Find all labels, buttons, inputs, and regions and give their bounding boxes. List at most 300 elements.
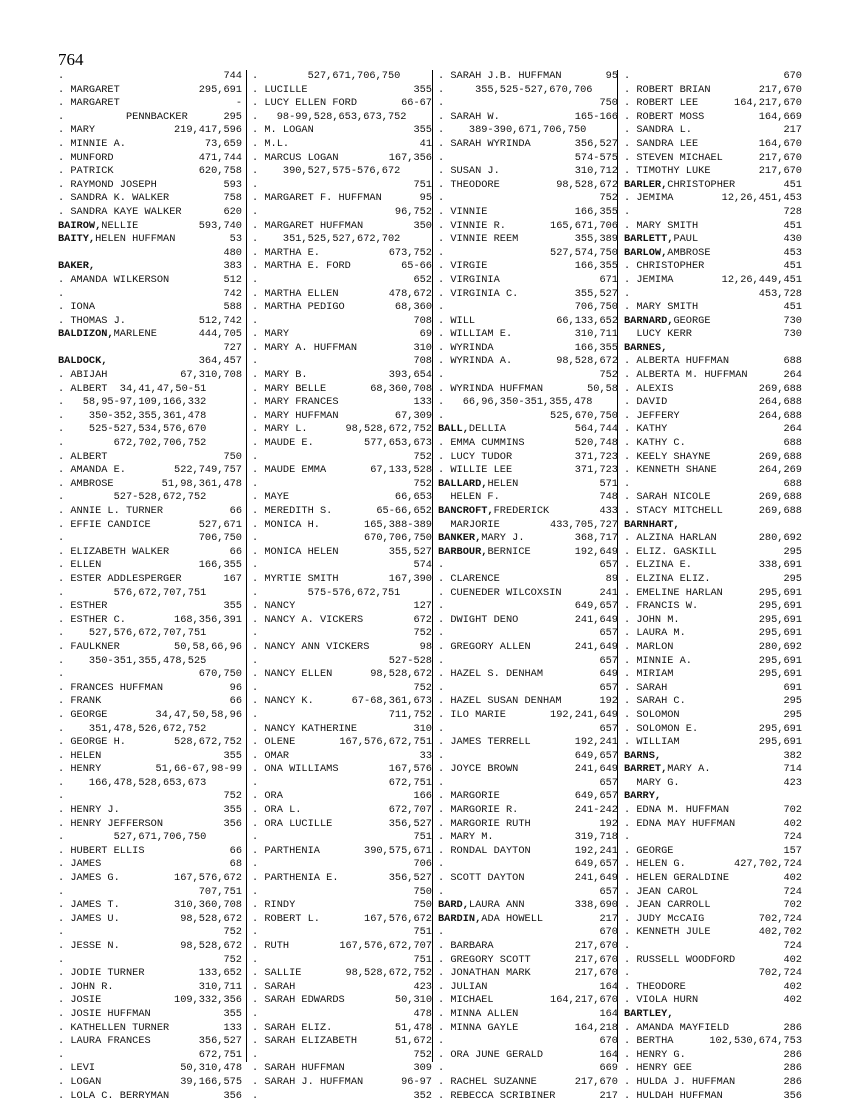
page-references: 758	[223, 192, 242, 205]
page-references: 708	[413, 314, 432, 327]
page-references: 751	[413, 178, 432, 191]
index-entry	[624, 994, 802, 1008]
page-references: 98	[419, 640, 432, 653]
index-entry-name	[252, 763, 339, 777]
index-entry	[58, 1076, 242, 1090]
index-entry-name	[624, 342, 667, 356]
index-entry-name	[58, 804, 120, 818]
given-name: . HAZEL S. DENHAM	[438, 668, 544, 681]
index-entry-name	[252, 138, 289, 152]
given-name: . MAYE	[252, 491, 290, 504]
index-entry-name	[624, 70, 630, 84]
page-references: 691	[783, 681, 802, 694]
given-name: .	[624, 831, 631, 844]
index-entry-name	[438, 1049, 543, 1063]
given-name: .	[252, 178, 259, 191]
given-name: . MARTHA PEDIGO	[252, 301, 345, 314]
index-entry	[58, 804, 242, 818]
given-name: . TIMOTHY LUKE	[624, 165, 711, 178]
index-entry	[58, 260, 242, 274]
index-entry-name	[58, 410, 206, 424]
page-references: 98,528,672,752	[345, 967, 432, 980]
surname-heading: BARLER,	[624, 178, 668, 191]
index-entry	[624, 274, 802, 288]
page-references: 98,528,672	[556, 178, 618, 191]
index-entry	[438, 111, 618, 125]
index-entry-name	[252, 1035, 357, 1049]
index-entry-name	[438, 410, 444, 424]
index-entry	[438, 451, 618, 465]
index-entry-name	[58, 355, 107, 369]
page-references: 241,649	[574, 872, 618, 885]
given-name: . CUENEDER WILCOXSIN	[438, 586, 562, 599]
page-references: 166,355	[574, 205, 618, 218]
given-name: .	[438, 600, 445, 613]
page-references: 752	[413, 681, 432, 694]
given-name: GEORGE	[673, 314, 711, 327]
page-references: 402	[783, 994, 802, 1007]
given-name: AMBROSE	[667, 246, 711, 259]
index-entry-name	[252, 423, 308, 437]
given-name: .	[252, 654, 259, 667]
index-entry-name	[624, 668, 673, 682]
index-entry-name	[58, 328, 157, 342]
index-entry-name	[252, 233, 400, 247]
given-name: .	[252, 355, 259, 368]
page-references: 453,728	[758, 287, 802, 300]
page-references: 706,750	[198, 532, 242, 545]
given-name: .	[438, 369, 445, 382]
given-name: . PARTHENIA	[252, 844, 320, 857]
index-entry-name	[252, 1049, 258, 1063]
index-entry	[58, 274, 242, 288]
given-name: . RUSSELL WOODFORD	[624, 953, 736, 966]
index-entry-name	[438, 886, 444, 900]
index-entry-name	[624, 872, 729, 886]
index-entry-name	[252, 614, 363, 628]
page-references: 66,133,652	[556, 314, 618, 327]
page-references: 280,692	[758, 532, 802, 545]
index-entry-name	[438, 288, 518, 302]
surname-heading: BARNHART,	[624, 518, 680, 531]
index-entry	[624, 573, 802, 587]
page-references: 423	[413, 980, 432, 993]
page-references: 657	[599, 722, 618, 735]
index-entry-name	[58, 532, 64, 546]
index-entry	[58, 355, 242, 369]
index-entry-name	[252, 994, 345, 1008]
given-name: . MARGARET F. HUFFMAN	[252, 192, 382, 205]
index-entry-name	[252, 519, 320, 533]
index-entry-name	[438, 1008, 518, 1022]
index-entry	[438, 899, 618, 913]
index-entry	[438, 355, 618, 369]
index-entry-name	[438, 315, 475, 329]
page-references: 742	[223, 287, 242, 300]
index-entry	[624, 70, 802, 84]
surname-heading: BALDIZON,	[58, 328, 114, 341]
index-entry	[438, 423, 618, 437]
given-name: . SOLOMON	[624, 708, 680, 721]
given-name: . MARY HUFFMAN	[252, 409, 339, 422]
page-references: 219,417,596	[174, 124, 242, 137]
index-entry-name	[58, 763, 101, 777]
index-entry-name	[252, 723, 357, 737]
given-name: . ONA WILLIAMS	[252, 763, 339, 776]
index-entry-name	[58, 559, 101, 573]
page-references: 707,751	[198, 885, 242, 898]
page-references: 451	[783, 178, 802, 191]
index-entry-name	[58, 478, 114, 492]
index-entry	[624, 967, 802, 981]
index-entry	[252, 926, 432, 940]
given-name: . AMANDA MAYFIELD	[624, 1021, 730, 1034]
index-entry	[58, 858, 242, 872]
page-references: 51,672	[394, 1035, 432, 1048]
page-references: 98,528,672	[180, 940, 242, 952]
index-entry	[624, 396, 802, 410]
index-entry-name	[58, 70, 64, 84]
given-name: .	[58, 926, 65, 939]
given-name: . PENNBACKER	[58, 110, 188, 123]
given-name: .	[438, 301, 445, 314]
surname-heading: BARDIN,	[438, 912, 482, 925]
page-references: 356,527	[388, 817, 432, 830]
given-name: . NANCY ANN VICKERS	[252, 640, 370, 653]
given-name: . JOHN M.	[624, 613, 680, 626]
page-references: 167,576,672,707	[339, 940, 432, 952]
given-name: . SANDRA K. WALKER	[58, 192, 170, 205]
given-name: . ALBERT	[58, 450, 108, 463]
page-references: 593	[223, 178, 242, 191]
index-entry-name	[624, 804, 729, 818]
index-entry	[252, 790, 432, 804]
index-entry	[58, 655, 242, 669]
index-entry-name	[624, 682, 667, 696]
given-name: . THEODORE	[624, 980, 686, 993]
page-references: 355	[223, 1007, 242, 1020]
index-entry	[438, 532, 618, 546]
page-references: 133	[413, 396, 432, 409]
index-entry-name	[58, 709, 107, 723]
given-name: . FRANK	[58, 695, 102, 708]
index-entry	[58, 736, 242, 750]
index-entry-name	[252, 111, 406, 125]
page-references: 167,390	[388, 572, 432, 585]
page-references: 50,58	[587, 382, 618, 395]
index-entry	[252, 573, 432, 587]
given-name: . FAULKNER	[58, 640, 120, 653]
page-references: 269,688	[758, 491, 802, 504]
index-entry-name	[438, 478, 518, 492]
page-references: 356	[223, 1089, 242, 1102]
given-name: . KEELY SHAYNE	[624, 450, 711, 463]
surname-heading: BANKER,	[438, 532, 482, 545]
index-entry	[438, 845, 618, 859]
given-name: . SUSAN J.	[438, 165, 500, 178]
given-name: . 66,96,350-351,355,478	[438, 396, 593, 409]
index-entry	[58, 124, 242, 138]
index-entry-name	[252, 124, 314, 138]
given-name: . WYRINDA	[438, 341, 494, 354]
index-entry-name	[252, 478, 258, 492]
page-references: 96-97	[401, 1075, 432, 1088]
given-name: . MARY A. HUFFMAN	[252, 341, 358, 354]
given-name: . JAMES	[58, 858, 102, 871]
page-references: 65-66,652	[376, 505, 432, 517]
given-name: . WILLIAM E.	[438, 328, 513, 341]
page-references: 51,98,361,478	[161, 477, 242, 490]
index-entry	[438, 994, 618, 1008]
given-name: . 389-390,671,706,750	[438, 124, 587, 137]
page-references: 50,310,478	[180, 1062, 242, 1075]
index-entry-name	[252, 559, 258, 573]
given-name: . NANCY	[252, 600, 296, 613]
index-entry-name	[624, 723, 698, 737]
page-references: 574	[413, 559, 432, 572]
page-references: 702,724	[758, 967, 802, 980]
page-references: 309	[413, 1062, 432, 1075]
index-entry-name	[624, 777, 680, 791]
given-name: . SARAH C.	[624, 695, 686, 708]
index-entry-name	[252, 179, 258, 193]
page-references: 165,671,706	[550, 219, 618, 232]
index-entry	[58, 899, 242, 913]
index-entry	[58, 206, 242, 220]
given-name: . REBECCA SCRIBINER	[438, 1089, 556, 1102]
index-entry	[438, 750, 618, 764]
index-entry	[438, 886, 618, 900]
index-entry-name	[624, 315, 711, 329]
page-references: 752	[413, 1048, 432, 1061]
given-name: . BERTHA	[624, 1035, 674, 1048]
index-entry-name	[58, 274, 169, 288]
given-name: . SARAH ELIZ.	[252, 1021, 333, 1034]
given-name: . LOGAN	[58, 1075, 102, 1088]
page-references: 241-242	[574, 804, 618, 817]
index-entry	[252, 152, 432, 166]
page-references: 241,649	[574, 763, 618, 776]
given-name: .	[252, 205, 259, 218]
page-references: 356,527	[198, 1035, 242, 1048]
page-references: 166,355	[574, 260, 618, 273]
given-name: .	[58, 287, 65, 300]
page-references: 295	[783, 572, 802, 585]
index-entry	[624, 940, 802, 954]
index-entry	[438, 926, 618, 940]
page-references: 478	[413, 1007, 432, 1020]
page-references: 730	[783, 328, 802, 341]
index-entry-name	[624, 940, 630, 954]
given-name: .	[252, 885, 259, 898]
index-entry-name	[438, 423, 506, 437]
index-entry	[624, 709, 802, 723]
page-references: 402	[783, 817, 802, 830]
index-entry	[438, 70, 618, 84]
index-entry	[438, 1008, 618, 1022]
given-name: . ESTHER C.	[58, 613, 126, 626]
page-references: 217,670	[574, 1075, 618, 1088]
page-references: 310,712	[574, 165, 618, 178]
index-entry-name	[58, 192, 169, 206]
index-entry-name	[58, 206, 182, 220]
index-entry	[58, 587, 242, 601]
index-entry	[624, 1022, 802, 1036]
page-references: 295,691	[758, 627, 802, 640]
given-name: . M. LOGAN	[252, 124, 314, 137]
index-entry	[438, 559, 618, 573]
index-entry-name	[252, 709, 258, 723]
index-entry	[58, 519, 242, 533]
index-entry-name	[58, 233, 175, 247]
index-entry	[624, 464, 802, 478]
index-entry	[438, 491, 618, 505]
index-entry	[624, 750, 802, 764]
index-entry	[252, 709, 432, 723]
index-entry-name	[624, 369, 748, 383]
page-references: 688	[783, 355, 802, 368]
index-entry-name	[624, 519, 680, 533]
given-name: . HENRY	[58, 763, 102, 776]
given-name: .	[252, 708, 259, 721]
index-entry-name	[438, 804, 518, 818]
given-name: .	[252, 627, 259, 640]
index-entry-name	[438, 655, 444, 669]
index-entry	[252, 491, 432, 505]
page-references: 98,528,672	[556, 355, 618, 368]
page-references: 295,691	[758, 600, 802, 613]
index-entry-name	[438, 614, 518, 628]
index-entry	[624, 491, 802, 505]
index-entry-name	[58, 1035, 151, 1049]
index-entry	[252, 464, 432, 478]
index-entry	[252, 192, 432, 206]
index-entry	[58, 70, 242, 84]
page-references: 192,241	[574, 736, 618, 749]
page-references: 364,457	[198, 355, 242, 368]
index-entry-name	[438, 967, 531, 981]
index-entry	[438, 790, 618, 804]
page-references: 295,691	[758, 613, 802, 626]
index-entry	[252, 736, 432, 750]
index-entry	[438, 1035, 618, 1049]
page-references: 649,657	[574, 790, 618, 803]
page-references: 264,688	[758, 396, 802, 409]
given-name: . 527,671,706,750	[58, 831, 207, 844]
index-entry	[438, 369, 618, 383]
index-entry	[252, 260, 432, 274]
page-references: 430	[783, 233, 802, 246]
index-entry	[624, 220, 802, 234]
given-name: . NANCY A. VICKERS	[252, 613, 364, 626]
given-name: . JEAN CAROL	[624, 885, 699, 898]
given-name: . JOSIE HUFFMAN	[58, 1007, 151, 1020]
page-references: 66	[229, 844, 242, 857]
page-references: 670,706,750	[364, 532, 432, 545]
index-entry	[438, 872, 618, 886]
page-references: 286	[783, 1062, 802, 1075]
index-entry-name	[252, 831, 258, 845]
page-references: 657	[599, 885, 618, 898]
index-entry	[252, 519, 432, 533]
page-references: 453	[783, 246, 802, 259]
page-references: 657	[599, 654, 618, 667]
index-entry	[624, 790, 802, 804]
given-name: . RAYMOND JOSEPH	[58, 178, 157, 191]
page-references: 96,752	[394, 205, 432, 218]
index-entry-name	[58, 587, 206, 601]
given-name: . 58,95-97,109,166,332	[58, 396, 207, 409]
page-references: 620	[223, 205, 242, 218]
page-references: 371,723	[574, 464, 618, 477]
given-name: . M.L.	[252, 137, 290, 150]
page-references: 12,26,449,451	[721, 273, 802, 286]
index-entry	[624, 260, 802, 274]
page-references: 295	[223, 110, 242, 123]
index-entry	[58, 994, 242, 1008]
page-references: 310,711	[198, 980, 242, 993]
page-references: 310	[413, 722, 432, 735]
index-entry-name	[58, 220, 138, 234]
given-name: .	[438, 1035, 445, 1048]
given-name: . JODIE TURNER	[58, 967, 145, 980]
page-references: 167,356	[388, 151, 432, 164]
page-references: 338,691	[758, 559, 802, 572]
given-name: . MARGORIE R.	[438, 804, 519, 817]
index-entry	[624, 1008, 802, 1022]
index-entry-name	[624, 152, 723, 166]
page-references: 752	[413, 450, 432, 463]
index-entry-name	[252, 152, 339, 166]
index-entry-name	[438, 872, 525, 886]
page-references: 33	[419, 749, 432, 762]
index-entry	[58, 138, 242, 152]
index-entry	[58, 451, 242, 465]
page-references: 525,670,750	[550, 409, 618, 422]
index-entry	[252, 505, 432, 519]
index-entry-name	[438, 736, 531, 750]
index-entry	[438, 695, 618, 709]
page-references: 166	[413, 790, 432, 803]
index-entry-name	[252, 926, 258, 940]
index-entry	[624, 84, 802, 98]
index-entry	[624, 723, 802, 737]
index-entry	[438, 437, 618, 451]
page-references: 264	[783, 423, 802, 436]
index-entry	[58, 220, 242, 234]
index-entry	[438, 804, 618, 818]
given-name: .	[438, 246, 445, 259]
given-name: .	[624, 477, 631, 490]
index-entry-name	[438, 818, 531, 832]
index-entry-name	[252, 369, 308, 383]
index-entry	[252, 600, 432, 614]
page-references: 724	[783, 831, 802, 844]
page-references: 355	[413, 83, 432, 96]
index-entry	[58, 614, 242, 628]
given-name: . SANDRA KAYE WALKER	[58, 205, 182, 218]
page-references: 164,669	[758, 110, 802, 123]
page-references: 310,360,708	[174, 899, 242, 912]
index-entry-name	[58, 152, 114, 166]
index-entry	[624, 655, 802, 669]
index-entry-name	[252, 668, 332, 682]
index-entry	[58, 573, 242, 587]
index-entry-name	[58, 994, 101, 1008]
given-name: . WYRINDA A.	[438, 355, 513, 368]
page-references: 702	[783, 804, 802, 817]
given-name: . MARCUS LOGAN	[252, 151, 339, 164]
